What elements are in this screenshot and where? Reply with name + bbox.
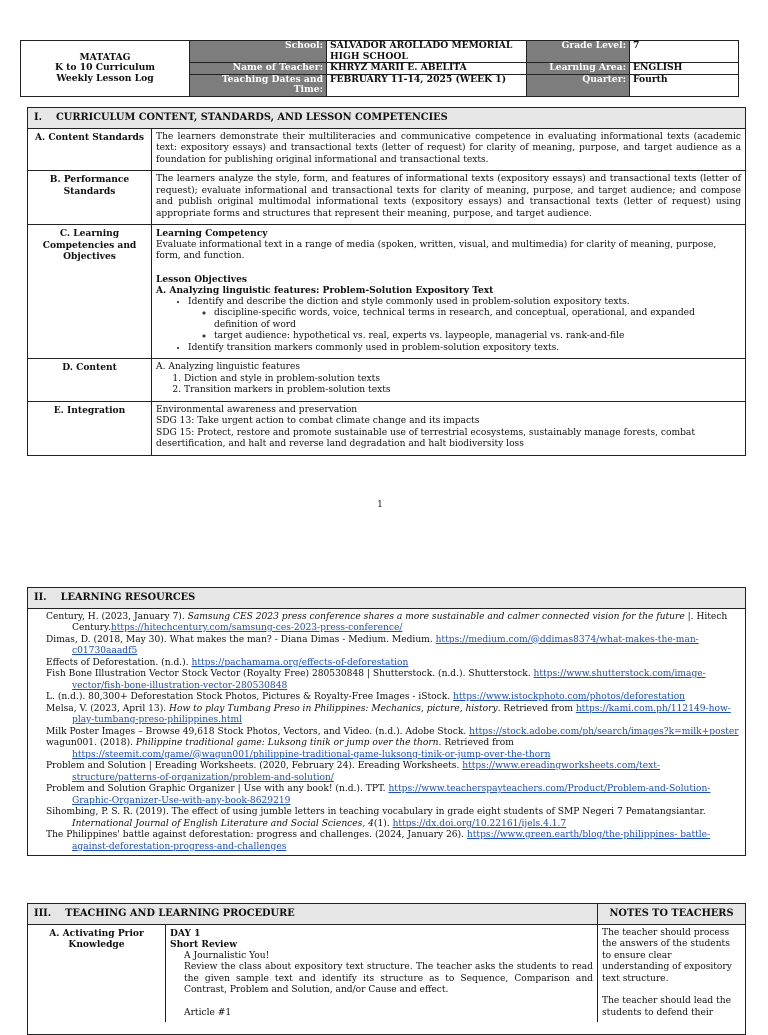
integration-line: SDG 13: Take urgent action to combat climate change and its impacts xyxy=(156,416,480,426)
performance-standards-label: B. Performance Standards xyxy=(28,171,152,224)
grade-label: Grade Level: xyxy=(527,41,630,63)
reference-link[interactable]: https://www.ereadingworksheets.com/text- structure/patterns-of-organization/problem-and-solution/ xyxy=(72,761,660,783)
reference-link[interactable]: https://steemit.com/game/@wagun001/philippine-traditional-game-luksong-tinik-or-jump-over-the-thorn xyxy=(72,749,551,760)
objectives-list xyxy=(156,297,741,355)
section-title: TEACHING AND LEARNING PROCEDURE xyxy=(65,908,295,919)
section-curriculum-heading xyxy=(28,108,745,129)
integration-line: Environmental awareness and preservation xyxy=(156,404,358,415)
content-standards-text: The learners demonstrate their multiliteracies and communicative competence in evaluating informational texts (academic text: expository essays) and transactional texts (letter of request) for clarity of meaning, purpose, and target audience as a foundation for publishing original informational and transactional texts. xyxy=(156,131,741,165)
section-title: LEARNING RESOURCES xyxy=(60,592,196,603)
content-standards-label: A. Content Standards xyxy=(28,129,152,171)
brand-line-1: MATATAG xyxy=(79,51,131,63)
competency-heading: Learning Competency xyxy=(156,228,268,239)
reference-item: Century, H. (2023, January 7). Samsung CES 2023 press conference shares a more sustainable and calmer connected vision for the future |. Hitech Century.https://hitechcentury.com/samsung-ces-2023-press-conference/ xyxy=(46,611,728,633)
brand-line-2: K to 10 Curriculum xyxy=(54,62,156,73)
objective-subitem: ◦ discipline-specific words, voice, technical terms in research, and conceptual, operational, and expanded definition of word xyxy=(214,308,741,331)
d-content-item: 1. Diction and style in problem-solution texts xyxy=(184,374,741,386)
teacher-value: KHRYZ MARII E. ABELITA xyxy=(327,63,527,75)
reference-item: Melsa, V. (2023, April 13). How to play Tumbang Preso in Philippines: Mechanics, picture, history. Retrieved from https://kami.com.ph/112149-how-play-tumbang-preso-philippines.html xyxy=(46,703,731,725)
school-label: School: xyxy=(190,41,327,63)
note-text: The teacher should lead the students to defend their xyxy=(602,996,732,1018)
section-number: III. xyxy=(34,908,52,919)
objectives-heading: Lesson Objectives xyxy=(156,273,247,285)
reference-item: Milk Poster Images – Browse 49,618 Stock Photos, Vectors, and Video. (n.d.). Adobe Stock. https://stock.adobe.com/ph/search/images?k=milk+poster xyxy=(46,726,739,737)
competencies-content xyxy=(152,225,745,358)
reference-link[interactable]: https://stock.adobe.com/ph/search/images?k=milk+poster xyxy=(469,726,739,737)
reference-link[interactable]: https://medium.com/@ddimas8374/what-makes-the-man-c01730aaadf5 xyxy=(72,634,699,656)
section-number: I. xyxy=(34,112,42,123)
activating-content xyxy=(166,925,598,1023)
d-content-label: D. Content xyxy=(28,359,152,401)
objective-item: • Identify transition markers commonly used in problem-solution expository texts. xyxy=(188,343,741,355)
reference-item: Fish Bone Illustration Vector Stock Vector (Royalty Free) 280530848 | Shutterstock. (n.d.). Shutterstock. https://www.shutterstock.com/image-vector/fish-bone-illustration-vector-280530848 xyxy=(46,669,706,691)
objective-sublist xyxy=(188,308,741,343)
d-content-row xyxy=(28,359,745,402)
competencies-row xyxy=(28,225,745,359)
dates-label: Teaching Dates and Time: xyxy=(190,74,327,96)
teacher-label: Name of Teacher: xyxy=(190,63,327,75)
review-title: A Journalistic You! xyxy=(184,950,270,961)
review-text: Review the class about expository text structure. The teacher asks the students to read the given sample text and identify its structure as to Sequence, Comparison and Contrast, Problem and Solution, and/or Cause and effect. xyxy=(184,962,593,995)
brand-block xyxy=(21,41,190,97)
header-table xyxy=(20,40,739,97)
integration-text xyxy=(152,402,745,455)
objectives-subheading: A. Analyzing linguistic features: Problem-Solution Expository Text xyxy=(156,285,494,296)
d-content-text xyxy=(152,359,745,401)
reference-link[interactable]: https://hitechcentury.com/samsung-ces-2023-press-conference/ xyxy=(110,623,403,633)
performance-standards-row xyxy=(28,171,745,225)
reference-link[interactable]: https://www.teacherspayteachers.com/Product/Problem-and-Solution-Graphic-Organizer-Use-with-any-book-8629219 xyxy=(72,784,711,806)
dates-value: FEBRUARY 11-14, 2025 (WEEK 1) xyxy=(327,74,527,96)
reference-item: Dimas, D. (2018, May 30). What makes the man? - Diana Dimas - Medium. Medium. https://medium.com/@ddimas8374/what-makes-the-man-c01730aaadf5 xyxy=(46,634,699,656)
objective-subitem: ◦ target audience: hypothetical vs. real, experts vs. laypeople, managerial vs. rank-and-file xyxy=(214,331,741,343)
section-procedure-heading xyxy=(28,904,745,925)
reference-link[interactable]: https://dx.doi.org/10.22161/ijels.4.1.7 xyxy=(392,818,567,829)
brand-line-3: Weekly Lesson Log xyxy=(56,72,154,84)
quarter-label: Quarter: xyxy=(527,74,630,96)
reference-item: Sihombing, P. S. R. (2019). The effect of using jumble letters in teaching vocabulary in grade eight students of SMP Negeri 7 Pematangsiantar. International Journal of English Literature and Social Sciences, 4(1). https://dx.doi.org/10.22161/ijels.4.1.7 xyxy=(46,807,706,829)
section-learning-resources xyxy=(27,587,746,856)
d-content-list xyxy=(156,374,741,397)
section-resources-heading xyxy=(28,588,745,609)
reference-link[interactable]: https://www.green.earth/blog/the-philippines- battle-against-deforestation-progress-and-challenges xyxy=(72,830,711,852)
reference-link[interactable]: https://www.shutterstock.com/image-vector/fish-bone-illustration-vector-280530848 xyxy=(72,669,706,691)
note-text: The teacher should process the answers of the students to ensure clear understanding of expository text structure. xyxy=(602,927,732,984)
school-value: SALVADOR AROLLADO MEMORIAL HIGH SCHOOL xyxy=(327,41,527,63)
reference-link[interactable]: https://kami.com.ph/112149-how-play-tumbang-preso-philippines.html xyxy=(72,703,731,725)
reference-item: wagun001. (2018). Philippine traditional game: Luksong tinik or jump over the thorn. Retrieved from https://steemit.com/game/@wagun001/philippine-traditional-game-luksong-tinik-or-jump-over-the-thorn xyxy=(46,738,551,760)
competencies-label: C. Learning Competencies and Objectives xyxy=(28,225,152,358)
d-content-heading: A. Analyzing linguistic features xyxy=(156,362,301,372)
reference-item: L. (n.d.). 80,300+ Deforestation Stock Photos, Pictures & Royalty-Free Images - iStock. https://www.istockphoto.com/photos/deforestation xyxy=(46,692,686,702)
reference-link[interactable]: https://pachamama.org/effects-of-deforestation xyxy=(191,657,409,668)
section-title: CURRICULUM CONTENT, STANDARDS, AND LESSON COMPETENCIES xyxy=(56,112,448,123)
section-procedure xyxy=(27,903,746,1035)
competency-text: Evaluate informational text in a range of media (spoken, written, visual, and multimedia) for clarity of meaning, purpose, form, and function. xyxy=(156,239,717,261)
reference-item: Effects of Deforestation. (n.d.). https://pachamama.org/effects-of-deforestation xyxy=(46,657,409,668)
section-number: II. xyxy=(34,592,47,603)
d-content-item: 2. Transition markers in problem-solution texts xyxy=(184,385,741,397)
reference-item: The Philippines' battle against deforestation: progress and challenges. (2024, January 26). https://www.green.earth/blog/the-philippines- battle-against-deforestation-progress-and-challenges xyxy=(46,830,711,852)
review-heading: Short Review xyxy=(170,939,238,950)
page-number: 1 xyxy=(377,500,383,510)
reference-link[interactable]: https://www.istockphoto.com/photos/deforestation xyxy=(453,692,686,702)
notes-content xyxy=(598,925,745,1023)
area-value: ENGLISH xyxy=(630,63,739,75)
notes-heading: NOTES TO TEACHERS xyxy=(609,908,734,919)
quarter-value: Fourth xyxy=(630,74,739,96)
integration-row xyxy=(28,402,745,455)
objective-item: • Identify and describe the diction and style commonly used in problem-solution expository texts. ◦ discipline-specific words, voice, technical terms in research, and conceptual, operational, and expanded definition of word ◦ target audience: hypothetical vs. real, experts vs. laypeople, managerial vs. rank-and-file xyxy=(188,297,741,343)
day-label: DAY 1 xyxy=(170,927,201,939)
reference-item: Problem and Solution Graphic Organizer | Use with any book! (n.d.). TPT. https://www.teacherspayteachers.com/Product/Problem-and-Solution-Graphic-Organizer-Use-with-any-book-8629219 xyxy=(46,784,711,806)
section-curriculum xyxy=(27,107,746,456)
performance-standards-text: The learners analyze the style, form, and features of informational texts (expository essays) and transactional texts (letter of request); evaluate informational and transactional texts for clarity of meaning, purpose, and target audience; and compose and publish original multimodal informational texts (expository essays) and transactional texts (letter of request) using appropriate forms and structures that represent their meaning, purpose, and target audience. xyxy=(156,174,741,219)
article-label: Article #1 xyxy=(184,1007,232,1018)
integration-line: SDG 15: Protect, restore and promote sustainable use of terrestrial ecosystems, sustainably manage forests, combat desertification, and halt and reverse land degradation and halt biodiversity loss xyxy=(156,427,695,449)
area-label: Learning Area: xyxy=(527,63,630,75)
activating-prior-knowledge-row xyxy=(28,925,745,1023)
integration-label: E. Integration xyxy=(28,402,152,455)
grade-value: 7 xyxy=(630,41,739,63)
activating-label: A. Activating Prior Knowledge xyxy=(28,925,166,1023)
reference-list xyxy=(28,609,745,856)
content-standards-row xyxy=(28,129,745,172)
reference-item: Problem and Solution | Ereading Worksheets. (2020, February 24). Ereading Worksheets. https://www.ereadingworksheets.com/text- structure/patterns-of-organization/problem-and-solution/ xyxy=(46,761,660,783)
